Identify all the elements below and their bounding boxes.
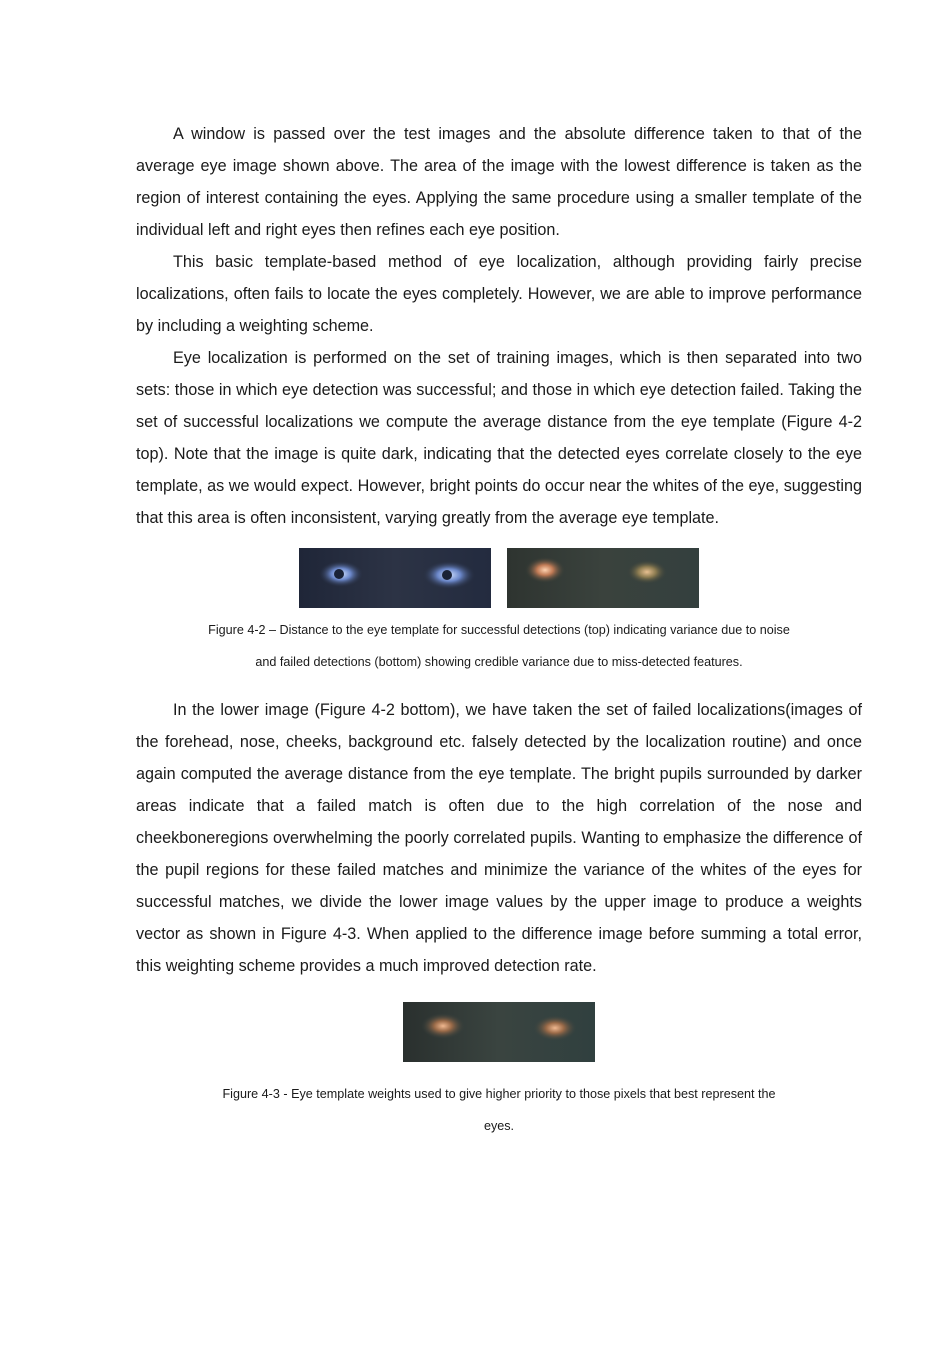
- failed-detections-image: [507, 548, 699, 608]
- paragraph-2: This basic template-based method of eye localization, although providing fairly precise localizations, often fails to locate the eyes completely. However, we are able to improve performance by including a weighting scheme.: [136, 253, 862, 335]
- figure-4-3-caption-line-2: eyes.: [483, 1119, 515, 1133]
- figure-4-2-images: [136, 548, 862, 608]
- successful-detections-image: [299, 548, 491, 608]
- figure-4-2-caption-line-1: Figure 4-2 – Distance to the eye template for successful detections (top) indicating variance due to noise: [208, 623, 790, 637]
- figure-4-2-caption-line-2: and failed detections (bottom) showing credible variance due to miss-detected features.: [255, 655, 743, 669]
- eye-template-weights-image: [403, 1002, 595, 1062]
- figure-4-3-caption-line-1: Figure 4-3 - Eye template weights used to give higher priority to those pixels that best represent the: [222, 1087, 776, 1101]
- paragraph-4: In the lower image (Figure 4-2 bottom), we have taken the set of failed localizations(images of the forehead, nose, cheeks, background etc. falsely detected by the localization routine) and once again computed the average distance from the eye template. The bright pupils surrounded by darker areas indicate that a failed match is often due to the high correlation of the nose and cheekboneregions overwhelming the poorly correlated pupils. Wanting to emphasize the difference of the pupil regions for these failed matches and minimize the variance of the whites of the eyes for successful matches, we divide the lower image values by the upper image to produce a weights vector as shown in Figure 4-3. When applied to the difference image before summing a total error, this weighting scheme provides a much improved detection rate.: [136, 701, 862, 975]
- paragraph-1: A window is passed over the test images and the absolute difference taken to that of the average eye image shown above. The area of the image with the lowest difference is taken as the region of interest containing the eyes. Applying the same procedure using a smaller template of the individual left and right eyes then refines each eye position.: [136, 125, 862, 239]
- page-body: [136, 118, 862, 1142]
- figure-4-3-image-row: [136, 1002, 862, 1062]
- paragraph-3: Eye localization is performed on the set of training images, which is then separated into two sets: those in which eye detection was successful; and those in which eye detection failed. Taking the set of successful localizations we compute the average distance from the eye template (Figure 4-2 top). Note that the image is quite dark, indicating that the detected eyes correlate closely to the eye template, as we would expect. However, bright points do occur near the whites of the eye, suggesting that this area is often inconsistent, varying greatly from the average eye template.: [136, 349, 862, 527]
